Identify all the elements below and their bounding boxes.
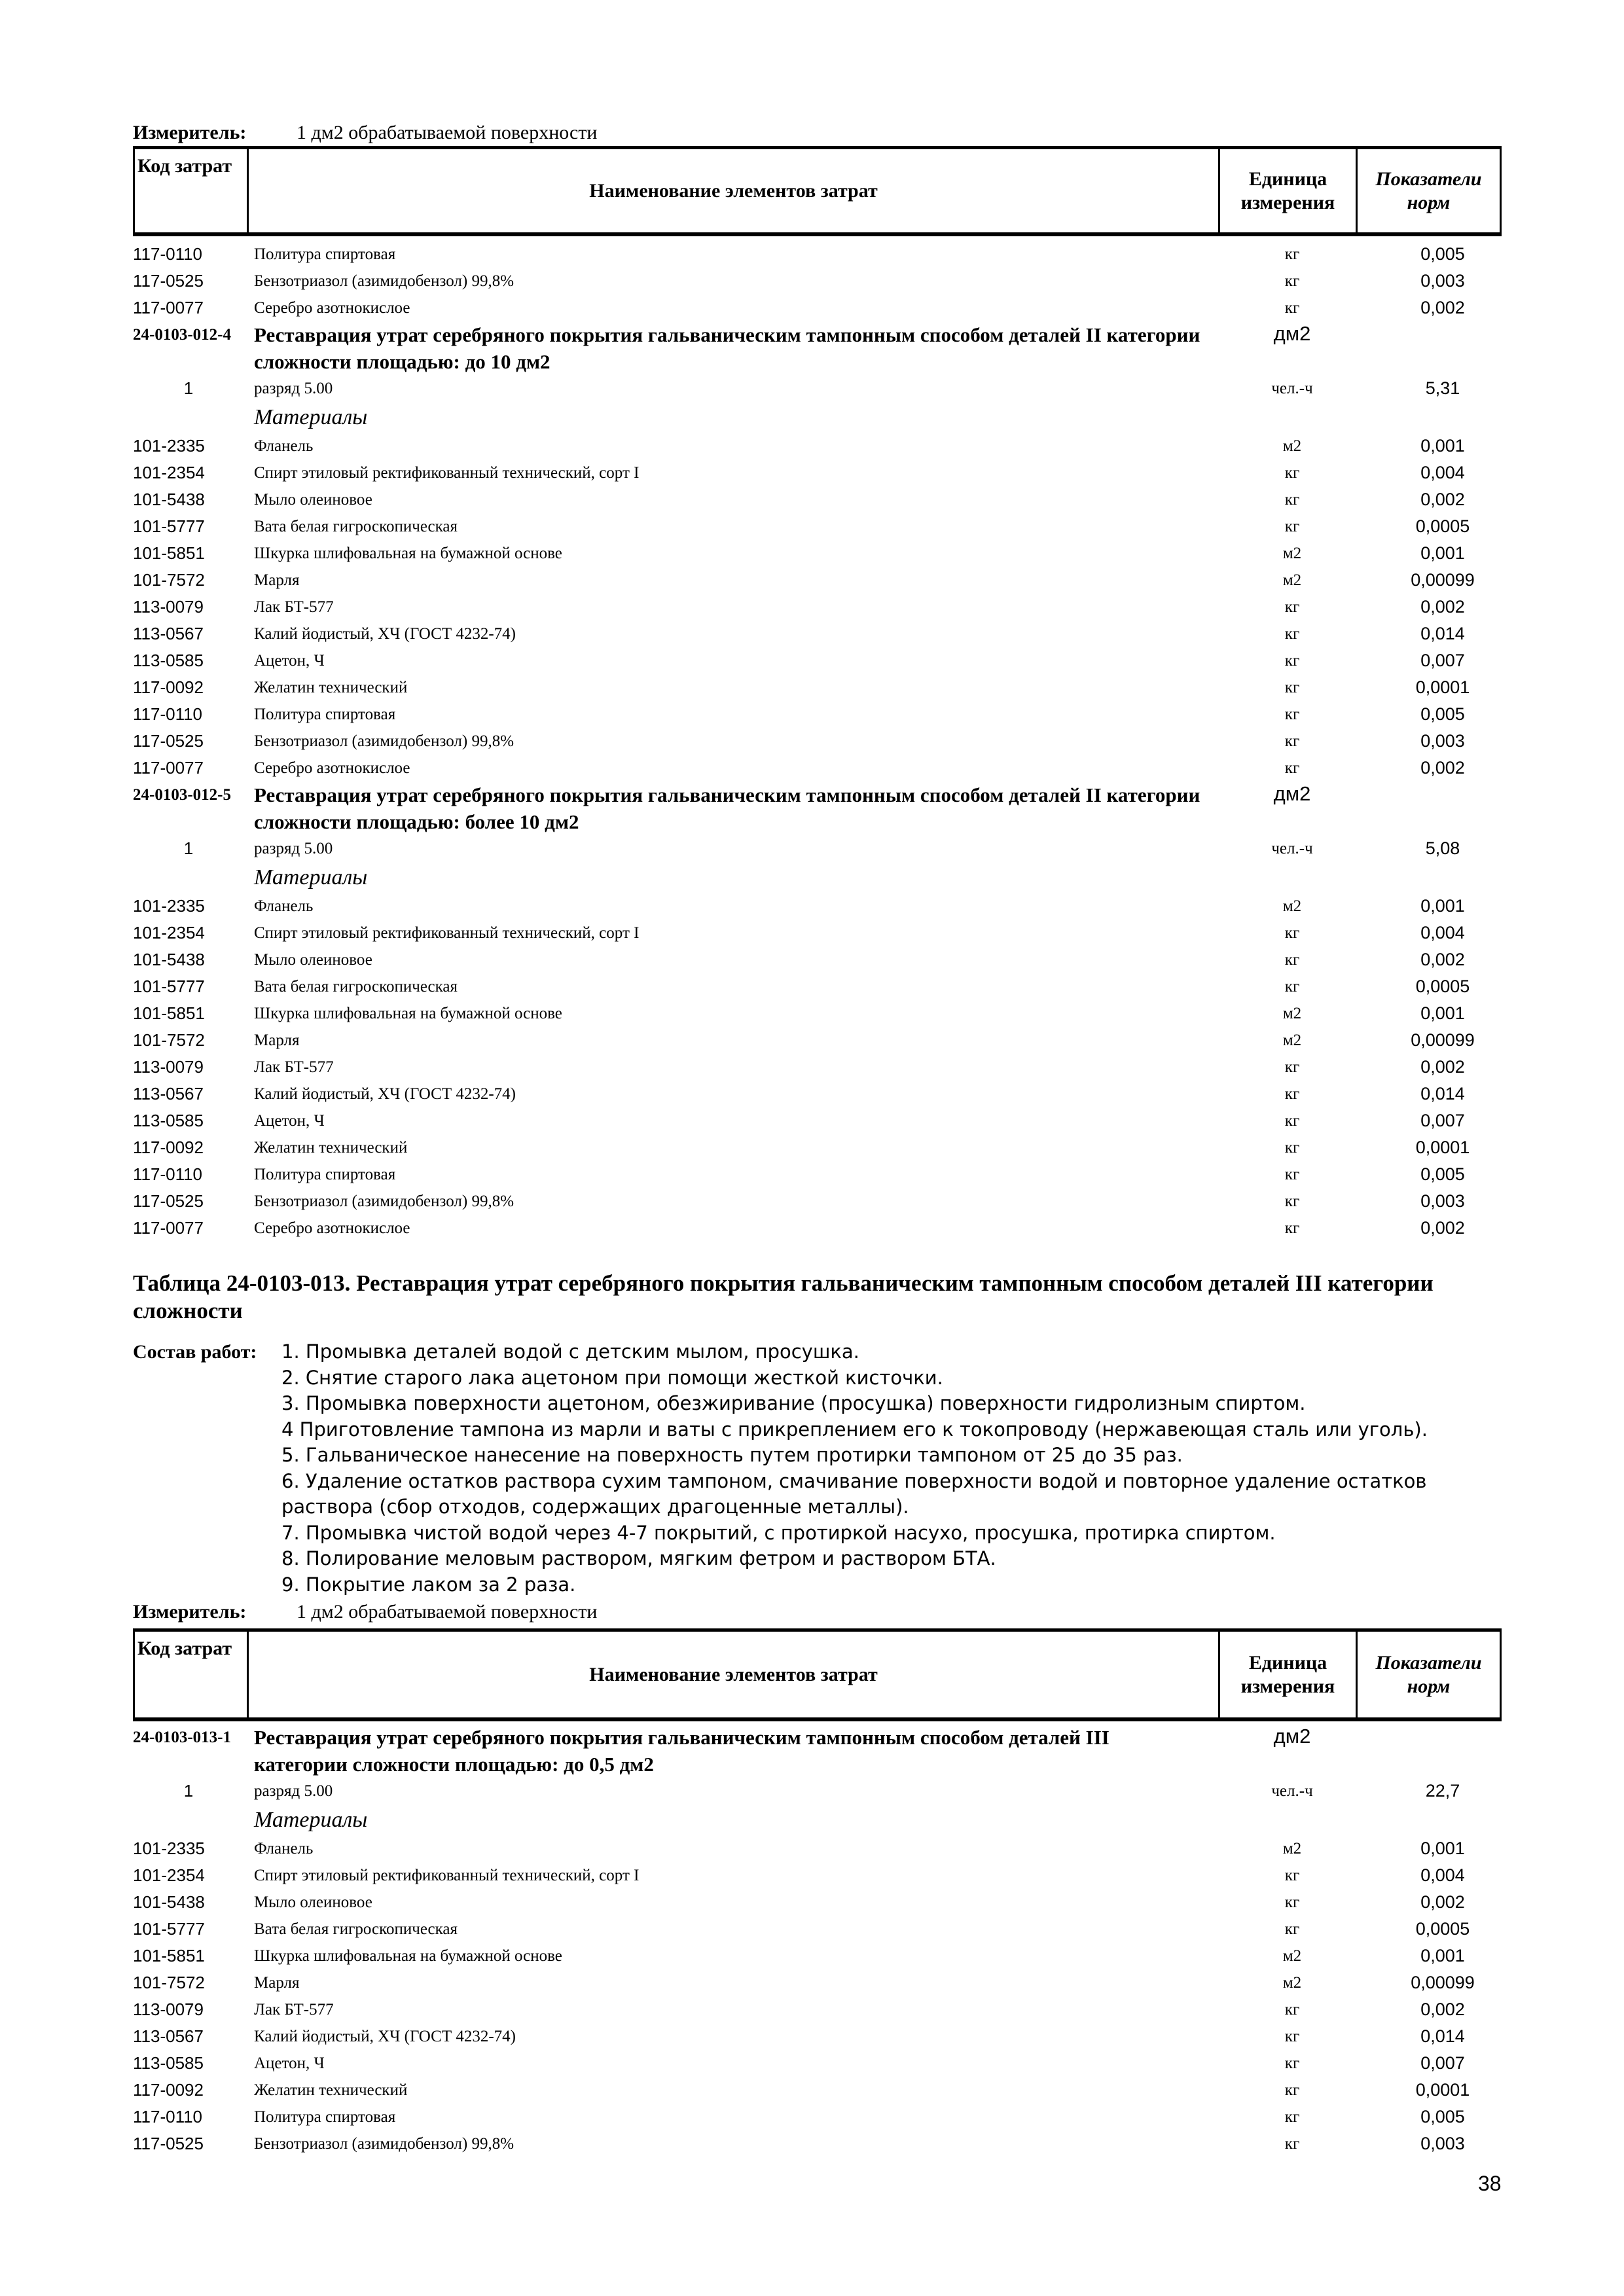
cell-code: 101-5777 (133, 1919, 205, 1939)
cell-name: Лак БТ-577 (254, 1058, 334, 1076)
cell-unit: кг (1284, 298, 1300, 317)
cell-norm: 0,007 (1420, 2053, 1465, 2073)
cell-norm: 0,007 (1420, 1111, 1465, 1130)
cell-code: 1 (183, 1781, 194, 1801)
cell-norm: 0,00099 (1411, 570, 1475, 590)
works-label: Состав работ: (133, 1341, 257, 1363)
cell-code: 101-5851 (133, 543, 205, 563)
cell-code: 117-0092 (133, 677, 204, 697)
cell-norm: 0,014 (1420, 624, 1465, 643)
cell-norm: 0,003 (1420, 731, 1465, 751)
table-row (133, 1054, 1502, 1081)
cell-code: 101-7572 (133, 1030, 205, 1050)
work-step: 9. Покрытие лаком за 2 раза. (281, 1573, 576, 1596)
item-name: Реставрация утрат серебряного покрытия гальваническим тампонным способом деталей III категории сложности площадью: до 0,5 дм2 (254, 1726, 1110, 1776)
cell-code: 117-0077 (133, 298, 204, 317)
table-row (133, 2130, 1502, 2157)
work-step: 3. Промывка поверхности ацетоном, обезжиривание (просушка) поверхности гидролизным спиртом. (281, 1392, 1306, 1414)
cell-name: Спирт этиловый ректификованный технический, сорт I (254, 463, 640, 482)
cell-code: 101-5851 (133, 1946, 205, 1965)
cell-norm: 0,001 (1420, 896, 1465, 916)
cell-code: 117-0092 (133, 2080, 204, 2100)
cell-unit: кг (1284, 1111, 1300, 1130)
cell-name: Политура спиртовая (254, 245, 396, 263)
table-row (133, 540, 1502, 567)
cell-unit: кг (1284, 1219, 1300, 1237)
table-row (133, 701, 1502, 728)
cell-code: 101-2335 (133, 896, 205, 916)
cell-code: 117-0077 (133, 1218, 204, 1238)
cell-name: Серебро азотнокислое (254, 298, 410, 317)
cell-unit: кг (1284, 732, 1300, 750)
cell-norm: 0,002 (1420, 950, 1465, 969)
item-unit: дм2 (1273, 782, 1311, 805)
cell-name: Фланель (254, 437, 314, 455)
cell-name: Мыло олеиновое (254, 1893, 372, 1911)
cell-name: Вата белая гигроскопическая (254, 517, 458, 535)
cell-norm: 0,002 (1420, 2000, 1465, 2019)
cell-unit: кг (1284, 1920, 1300, 1938)
cell-name: Лак БТ-577 (254, 2000, 334, 2018)
table-row (133, 2077, 1502, 2104)
cell-code: 113-0567 (133, 1084, 204, 1103)
cell-unit: м2 (1282, 1004, 1302, 1022)
cell-unit: кг (1284, 1893, 1300, 1911)
work-step: 4 Приготовление тампона из марли и ваты с прикреплением его к токопроводу (нержавеющая сталь или уголь). (281, 1418, 1428, 1441)
cell-name: Марля (254, 571, 300, 589)
cell-name: Спирт этиловый ректификованный технический, сорт I (254, 924, 640, 942)
cell-norm: 0,014 (1420, 1084, 1465, 1103)
cell-norm: 0,001 (1420, 543, 1465, 563)
materials-label: Материалы (254, 405, 368, 429)
cell-unit: кг (1284, 1058, 1300, 1076)
table-row (133, 1778, 1502, 1804)
table-row (133, 1996, 1502, 2023)
cell-name: Бензотриазол (азимидобензол) 99,8% (254, 1192, 514, 1210)
cell-norm: 0,004 (1420, 463, 1465, 482)
table-row (133, 1188, 1502, 1215)
cell-norm: 0,001 (1420, 1003, 1465, 1023)
cell-norm: 0,001 (1420, 1839, 1465, 1858)
header-norm: Показатели норм (1375, 1651, 1482, 1697)
cell-code: 117-0525 (133, 731, 204, 751)
work-item-heading (133, 1724, 1502, 1778)
cell-unit: кг (1284, 2027, 1300, 2045)
cell-norm: 5,31 (1425, 378, 1460, 398)
item-unit: дм2 (1273, 1725, 1311, 1748)
table-row (133, 295, 1502, 321)
cell-unit: кг (1284, 1192, 1300, 1210)
cell-code: 101-2335 (133, 1839, 205, 1858)
table-row (133, 1969, 1502, 1996)
item-name: Реставрация утрат серебряного покрытия гальваническим тампонным способом деталей II категории сложности площадью: более 10 дм2 (254, 783, 1200, 833)
cell-name: Марля (254, 1973, 300, 1992)
table-row (133, 1027, 1502, 1054)
cell-norm: 0,004 (1420, 923, 1465, 942)
cell-unit: кг (1284, 2134, 1300, 2153)
cell-norm: 0,0001 (1415, 677, 1470, 697)
header-code: Код затрат (135, 149, 249, 232)
cell-code: 101-2354 (133, 1865, 205, 1885)
table-row (133, 946, 1502, 973)
cell-norm: 0,0005 (1415, 977, 1470, 996)
cell-unit: м2 (1282, 544, 1302, 562)
cell-name: Шкурка шлифовальная на бумажной основе (254, 1004, 562, 1022)
table-body-2 (133, 1724, 1502, 2157)
cell-unit: кг (1284, 624, 1300, 643)
cell-name: Вата белая гигроскопическая (254, 977, 458, 996)
cell-unit: кг (1284, 463, 1300, 482)
cell-code: 117-0525 (133, 271, 204, 291)
cell-norm: 0,005 (1420, 244, 1465, 264)
item-code: 24-0103-012-4 (133, 326, 231, 344)
cell-code: 117-0110 (133, 704, 203, 724)
cell-name: Спирт этиловый ректификованный технический, сорт I (254, 1866, 640, 1884)
table-header-2 (133, 1628, 1502, 1721)
item-unit: дм2 (1273, 322, 1311, 345)
item-code: 24-0103-013-1 (133, 1729, 231, 1746)
cell-norm: 0,003 (1420, 271, 1465, 291)
header-code: Код затрат (135, 1632, 249, 1717)
table-row (133, 375, 1502, 402)
cell-norm: 0,003 (1420, 2134, 1465, 2153)
cell-name: Марля (254, 1031, 300, 1049)
cell-norm: 0,007 (1420, 651, 1465, 670)
header-unit: Единица измерения (1220, 149, 1358, 232)
cell-name: Калий йодистый, ХЧ (ГОСТ 4232-74) (254, 2027, 516, 2045)
table-row (133, 1916, 1502, 1943)
cell-code: 113-0567 (133, 2026, 204, 2046)
table-row (133, 1889, 1502, 1916)
measure-line-2 (133, 1599, 597, 1625)
cell-norm: 0,003 (1420, 1191, 1465, 1211)
cell-code: 117-0077 (133, 758, 204, 778)
work-step: 2. Снятие старого лака ацетоном при помощи жесткой кисточки. (281, 1366, 943, 1389)
cell-norm: 0,004 (1420, 1865, 1465, 1885)
cell-norm: 5,08 (1425, 838, 1460, 858)
cell-name: Бензотриазол (азимидобензол) 99,8% (254, 732, 514, 750)
cell-unit: кг (1284, 950, 1300, 969)
table-row (133, 1134, 1502, 1161)
table-row (133, 594, 1502, 620)
cell-unit: кг (1284, 977, 1300, 996)
cell-norm: 0,002 (1420, 1218, 1465, 1238)
table-row (133, 973, 1502, 1000)
cell-name: Шкурка шлифовальная на бумажной основе (254, 544, 562, 562)
cell-code: 101-2354 (133, 463, 205, 482)
table-row (133, 268, 1502, 295)
cell-name: Мыло олеиновое (254, 490, 372, 509)
cell-unit: м2 (1282, 1946, 1302, 1965)
header-unit: Единица измерения (1220, 1632, 1358, 1717)
header-name: Наименование элементов затрат (249, 149, 1220, 232)
work-step: 6. Удаление остатков раствора сухим тампоном, смачивание поверхности водой и повторное удаление остатков раствора (сбор отходов, содержащих драгоценные металлы). (281, 1469, 1427, 1518)
table-row (133, 728, 1502, 755)
cell-code: 101-2354 (133, 923, 205, 942)
cell-unit: м2 (1282, 1973, 1302, 1992)
cell-code: 113-0585 (133, 2053, 204, 2073)
cell-code: 113-0585 (133, 651, 204, 670)
cell-name: Лак БТ-577 (254, 598, 334, 616)
cell-norm: 0,001 (1420, 1946, 1465, 1965)
cell-code: 101-5777 (133, 977, 205, 996)
cell-name: Бензотриазол (азимидобензол) 99,8% (254, 2134, 514, 2153)
cell-unit: кг (1284, 651, 1300, 670)
cell-name: Желатин технический (254, 2081, 408, 2099)
cell-code: 117-0092 (133, 1138, 204, 1157)
cell-norm: 0,002 (1420, 758, 1465, 778)
table-row (133, 1000, 1502, 1027)
table-row (133, 513, 1502, 540)
cell-code: 1 (183, 838, 194, 858)
work-step: 8. Полирование меловым раствором, мягким фетром и раствором БТА. (281, 1547, 996, 1570)
header-norm: Показатели норм (1375, 168, 1482, 213)
table-row (133, 2104, 1502, 2130)
cell-norm: 0,002 (1420, 298, 1465, 317)
item-code: 24-0103-012-5 (133, 786, 231, 804)
cell-unit: кг (1284, 2081, 1300, 2099)
cell-unit: чел.-ч (1271, 839, 1313, 857)
header-name: Наименование элементов затрат (249, 1632, 1220, 1717)
cell-norm: 0,00099 (1411, 1973, 1475, 1992)
cell-norm: 22,7 (1425, 1781, 1460, 1801)
table-row (133, 1943, 1502, 1969)
cell-code: 117-0110 (133, 1164, 203, 1184)
cell-code: 101-2335 (133, 436, 205, 456)
cell-name: Ацетон, Ч (254, 1111, 325, 1130)
cell-name: Серебро азотнокислое (254, 759, 410, 777)
cell-unit: м2 (1282, 437, 1302, 455)
cell-name: Бензотриазол (азимидобензол) 99,8% (254, 272, 514, 290)
table-row (133, 674, 1502, 701)
cell-name: Фланель (254, 897, 314, 915)
cell-norm: 0,002 (1420, 490, 1465, 509)
cell-unit: кг (1284, 759, 1300, 777)
cell-name: разряд 5.00 (254, 379, 333, 397)
cell-unit: м2 (1282, 897, 1302, 915)
cell-name: Ацетон, Ч (254, 2054, 325, 2072)
cell-unit: кг (1284, 1138, 1300, 1157)
cell-name: Мыло олеиновое (254, 950, 372, 969)
table-row (133, 567, 1502, 594)
cell-norm: 0,00099 (1411, 1030, 1475, 1050)
cell-unit: кг (1284, 678, 1300, 696)
cell-code: 101-7572 (133, 1973, 205, 1992)
cell-unit: кг (1284, 517, 1300, 535)
cell-norm: 0,005 (1420, 2107, 1465, 2126)
table-body-1 (133, 241, 1502, 1242)
cell-code: 117-0525 (133, 1191, 204, 1211)
cell-unit: кг (1284, 1085, 1300, 1103)
work-step: 7. Промывка чистой водой через 4-7 покрытий, с протиркой насухо, просушка, протирка спиртом. (281, 1521, 1276, 1544)
cell-code: 113-0079 (133, 1057, 204, 1077)
measure-label: Измеритель: (133, 1601, 247, 1623)
table-row (133, 893, 1502, 920)
cell-name: Ацетон, Ч (254, 651, 325, 670)
cell-norm: 0,0005 (1415, 1919, 1470, 1939)
measure-value: 1 дм2 обрабатываемой поверхности (297, 1601, 598, 1623)
cell-name: Желатин технический (254, 678, 408, 696)
cell-name: Политура спиртовая (254, 1165, 396, 1183)
table-row (133, 1835, 1502, 1862)
table-row (133, 835, 1502, 862)
table-row (133, 620, 1502, 647)
cell-norm: 0,0001 (1415, 1138, 1470, 1157)
page-number: 38 (1478, 2172, 1502, 2195)
table-row (133, 2023, 1502, 2050)
table-row (133, 1862, 1502, 1889)
cell-unit: м2 (1282, 571, 1302, 589)
cell-code: 101-5438 (133, 490, 205, 509)
table-row (133, 920, 1502, 946)
cell-code: 117-0525 (133, 2134, 204, 2153)
cell-code: 101-5438 (133, 1892, 205, 1912)
table-title: Таблица 24-0103-013. Реставрация утрат серебряного покрытия гальваническим тампонным способом деталей III категории сложности (133, 1270, 1434, 1323)
measure-line (133, 120, 597, 146)
cell-code: 117-0110 (133, 2107, 203, 2126)
cell-unit: м2 (1282, 1839, 1302, 1857)
cell-unit: чел.-ч (1271, 379, 1313, 397)
table-row (133, 459, 1502, 486)
cell-unit: кг (1284, 2000, 1300, 2018)
cell-norm: 0,005 (1420, 704, 1465, 724)
cell-name: разряд 5.00 (254, 839, 333, 857)
cell-unit: кг (1284, 2108, 1300, 2126)
cell-name: Желатин технический (254, 1138, 408, 1157)
cell-unit: кг (1284, 924, 1300, 942)
measure-label: Измеритель: (133, 122, 247, 143)
item-name: Реставрация утрат серебряного покрытия гальваническим тампонным способом деталей II категории сложности площадью: до 10 дм2 (254, 323, 1200, 373)
cell-norm: 0,002 (1420, 1057, 1465, 1077)
cell-norm: 0,014 (1420, 2026, 1465, 2046)
work-step: 1. Промывка деталей водой с детским мылом, просушка. (281, 1340, 859, 1363)
cell-name: Политура спиртовая (254, 2108, 396, 2126)
measure-value: 1 дм2 обрабатываемой поверхности (297, 122, 598, 143)
table-header (133, 146, 1502, 236)
cell-code: 113-0079 (133, 2000, 204, 2019)
cell-unit: кг (1284, 705, 1300, 723)
table-row (133, 1161, 1502, 1188)
cell-unit: кг (1284, 598, 1300, 616)
cell-unit: кг (1284, 1866, 1300, 1884)
work-step: 5. Гальваническое нанесение на поверхность путем протирки тампоном от 25 до 35 раз. (281, 1444, 1183, 1466)
materials-label: Материалы (254, 1808, 368, 1832)
cell-norm: 0,0005 (1415, 516, 1470, 536)
cell-unit: кг (1284, 245, 1300, 263)
table-row (133, 647, 1502, 674)
work-item-heading (133, 781, 1502, 835)
table-row (133, 241, 1502, 268)
cell-norm: 0,002 (1420, 1892, 1465, 1912)
cell-code: 101-5777 (133, 516, 205, 536)
cell-code: 101-5851 (133, 1003, 205, 1023)
cell-unit: кг (1284, 272, 1300, 290)
cell-code: 101-7572 (133, 570, 205, 590)
cell-norm: 0,001 (1420, 436, 1465, 456)
table-row (133, 755, 1502, 781)
table-row (133, 1107, 1502, 1134)
cell-code: 117-0110 (133, 244, 203, 264)
materials-label: Материалы (254, 865, 368, 889)
cell-name: Шкурка шлифовальная на бумажной основе (254, 1946, 562, 1965)
cell-code: 113-0585 (133, 1111, 204, 1130)
cell-code: 101-5438 (133, 950, 205, 969)
works-list (281, 1339, 1512, 1598)
table-row (133, 486, 1502, 513)
cell-unit: кг (1284, 490, 1300, 509)
cell-name: Калий йодистый, ХЧ (ГОСТ 4232-74) (254, 624, 516, 643)
cell-name: Серебро азотнокислое (254, 1219, 410, 1237)
cell-code: 113-0079 (133, 597, 204, 617)
cell-norm: 0,0001 (1415, 2080, 1470, 2100)
cell-code: 113-0567 (133, 624, 204, 643)
cell-name: Калий йодистый, ХЧ (ГОСТ 4232-74) (254, 1085, 516, 1103)
table-row (133, 1081, 1502, 1107)
cell-unit: чел.-ч (1271, 1782, 1313, 1800)
cell-unit: м2 (1282, 1031, 1302, 1049)
table-row (133, 1215, 1502, 1242)
table-row (133, 433, 1502, 459)
work-item-heading (133, 321, 1502, 375)
cell-name: Фланель (254, 1839, 314, 1857)
cell-name: разряд 5.00 (254, 1782, 333, 1800)
cell-unit: кг (1284, 1165, 1300, 1183)
cell-norm: 0,005 (1420, 1164, 1465, 1184)
cell-unit: кг (1284, 2054, 1300, 2072)
cell-name: Политура спиртовая (254, 705, 396, 723)
cell-code: 1 (183, 378, 194, 398)
table-row (133, 2050, 1502, 2077)
cell-name: Вата белая гигроскопическая (254, 1920, 458, 1938)
cell-norm: 0,002 (1420, 597, 1465, 617)
